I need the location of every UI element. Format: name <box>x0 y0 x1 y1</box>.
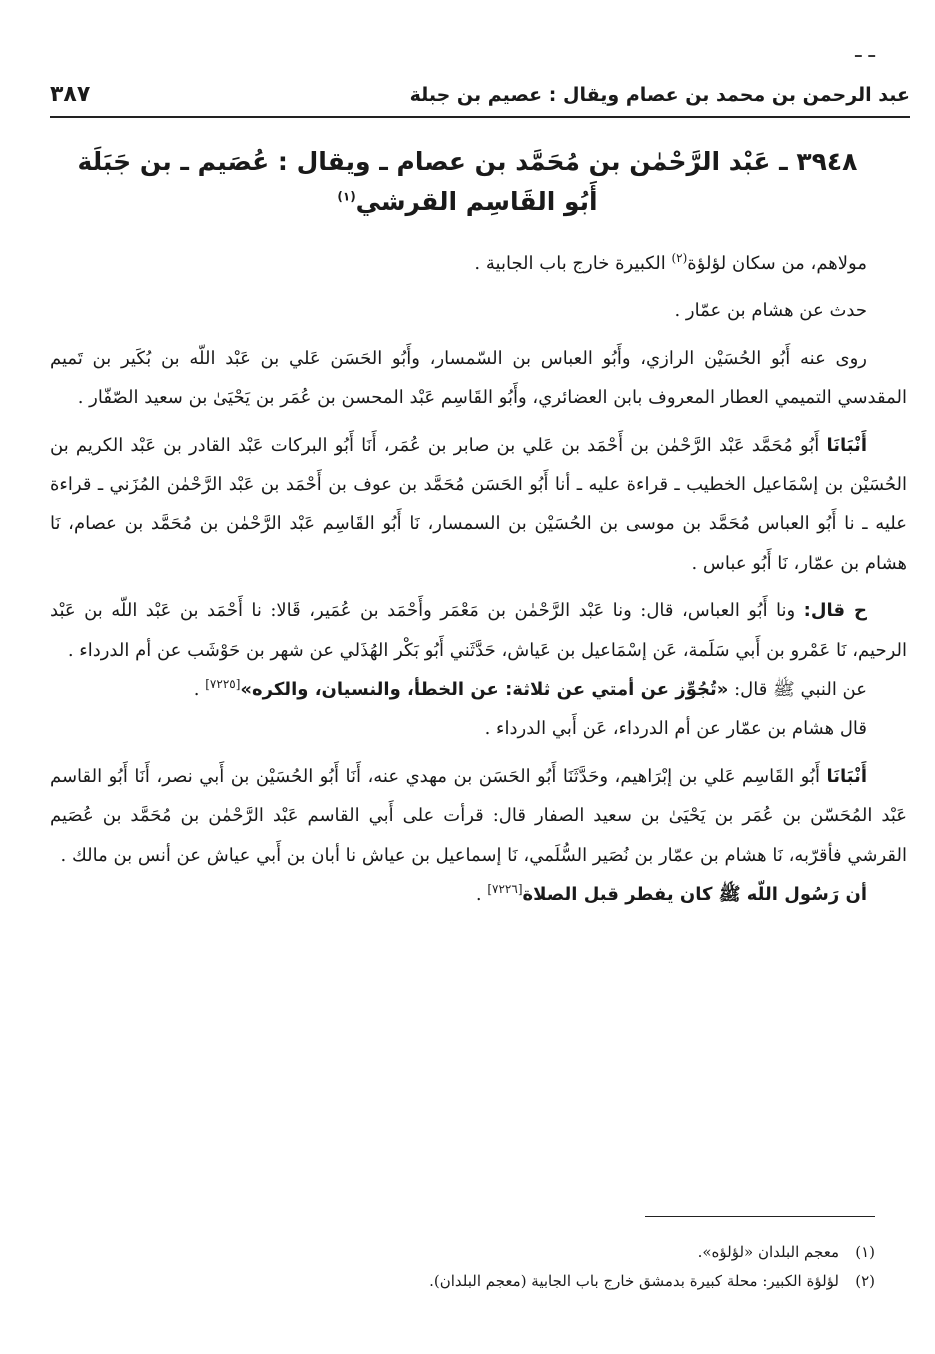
lead-word: ح قال: <box>803 600 867 622</box>
paragraph-6 <box>50 670 907 709</box>
paragraph-3: روى عنه أَبُو الحُسَيْن الرازي، وأَبُو العباس بن السّمسار، وأَبُو الحَسَن عَلي بن عَبْد اللّه بن بُكَير بن تَميم المقدسي التميمي العطار المعروف بابن العضائري، وأَبُو القَاسِم عَبْد المحسن بن عُمَر بن يَحْيَىٰ بن سعيد الصّفّار . <box>50 347 907 409</box>
lead-word: أَنْبَانَا <box>826 765 867 787</box>
paragraph-text: . <box>193 679 206 701</box>
paragraph-8 <box>50 757 907 875</box>
footnote-ref-1: (١) <box>337 189 356 204</box>
paragraph-text: الكبيرة خارج باب الجابية . <box>474 253 672 274</box>
footnote-text: لؤلؤة الكبير: محلة كبيرة بدمشق خارج باب الجابية (معجم البلدان). <box>429 1272 839 1290</box>
paragraph-5 <box>50 591 907 670</box>
footnote-text: معجم البلدان «لؤلؤه». <box>697 1243 839 1261</box>
footnotes <box>60 1238 875 1296</box>
entry-title-line-2 <box>40 182 895 222</box>
paragraph-9 <box>50 875 907 914</box>
footnote-number: (٢) <box>855 1272 875 1290</box>
page-header <box>50 82 910 118</box>
paragraph-text: عن النبي ﷺ قال: <box>728 679 867 701</box>
footnote-divider <box>645 1216 875 1217</box>
paragraph-text: أَبُو القَاسِم عَلي بن إبْرَاهيم، وحَدَّثَنَا أَبُو الحَسَن بن مهدي عنه، أَنَا أَبُو الحُسَيْن بن أَبي نصر، أَنَا أَبُو القاسم عَبْد المُحَسّن بن عُمَر بن يَحْيَىٰ بن سعيد الصفار قال: قرأت على أَبي القاسم عَبْد الرَّحْمٰن بن مُحَمَّد بن عُصَيم القرشي فأقرّبه، نَا هشام بن عمّار بن نُصَير السُّلَمي، نَا إسماعيل بن عياش نا أبان بن أَبي عياش عن أنس بن مالك . <box>50 765 907 866</box>
paragraph-text: ونا أَبُو العباس، قال: ونا عَبْد الرَّحْمٰن بن مَعْمَر وأَحْمَد بن عُمَير، قَالا: نا أَحْمَد بن عَبْد اللّه بن عَبْد الرحيم، نَا عَمْرو بن أَبي سَلَمة، عَن إسْمَاعيل بن عَياش، حَدَّثَني أَبُو بَكْر الهُذَلي عن شهر بن حَوْشَب عن أم الدرداء . <box>50 600 907 661</box>
entry-title <box>40 142 895 222</box>
footnote-ref-2: (٢) <box>671 251 688 265</box>
paragraph-2: حدث عن هشام بن عمّار . <box>674 300 867 322</box>
page-number: ٣٨٧ <box>50 82 91 107</box>
footnote-2 <box>60 1267 875 1296</box>
paragraph-text: . <box>475 884 488 906</box>
paragraph-1 <box>50 244 907 283</box>
hadith-number: [٧٢٢٦] <box>487 882 523 897</box>
footnote-number: (١) <box>855 1243 875 1261</box>
paragraph-7: قال هشام بن عمّار عن أم الدرداء، عَن أَبي الدرداء . <box>484 718 867 740</box>
hadith-text: أن رَسُول اللّه ﷺ كان يفطر قبل الصلاة <box>522 884 867 906</box>
corner-mark: ـ ـ <box>855 38 875 63</box>
paragraph-4 <box>50 426 907 584</box>
footnote-1 <box>60 1238 875 1267</box>
running-title: عبد الرحمن بن محمد بن عصام ويقال : عصيم بن جبلة <box>409 84 910 106</box>
entry-title-line-1: ٣٩٤٨ ـ عَبْد الرَّحْمٰن بن مُحَمَّد بن عصام ـ ويقال : عُصَيم ـ بن جَبَلَة <box>77 147 858 176</box>
paragraph-text: أَبُو مُحَمَّد عَبْد الرَّحْمٰن بن أَحْمَد بن عَلي بن صابر بن عُمَر، أَنَا أَبُو البركات عَبْد القادر بن عَبْد الكريم بن الحُسَيْن بن إسْمَاعيل الخطيب ـ قراءة عليه ـ أنا أَبُو الحَسَن مُحَمَّد بن عوف بن أَحْمَد بن عَبْد الرَّحْمٰن المُزَني ـ قراءة عليه ـ نا أَبُو العباس مُحَمَّد بن موسى بن الحُسَيْن بن السمسار، نَا أَبُو القَاسِم عَبْد الرَّحْمٰن بن مُحَمَّد بن عصام، نَا هشام بن عمّار، نَا أَبُو عباس . <box>50 434 907 574</box>
paragraph-text: مولاهم، من سكان لؤلؤة <box>687 253 867 274</box>
hadith-text: «تُجُوِّز عن أمتي عن ثلاثة: عن الخطأ، والنسيان، والكره» <box>240 679 729 701</box>
entry-title-name: أَبُو القَاسِم القرشي <box>355 187 598 216</box>
hadith-number: [٧٢٢٥] <box>205 677 241 692</box>
page-body <box>50 244 907 915</box>
lead-word: أَنْبَانَا <box>826 434 867 456</box>
